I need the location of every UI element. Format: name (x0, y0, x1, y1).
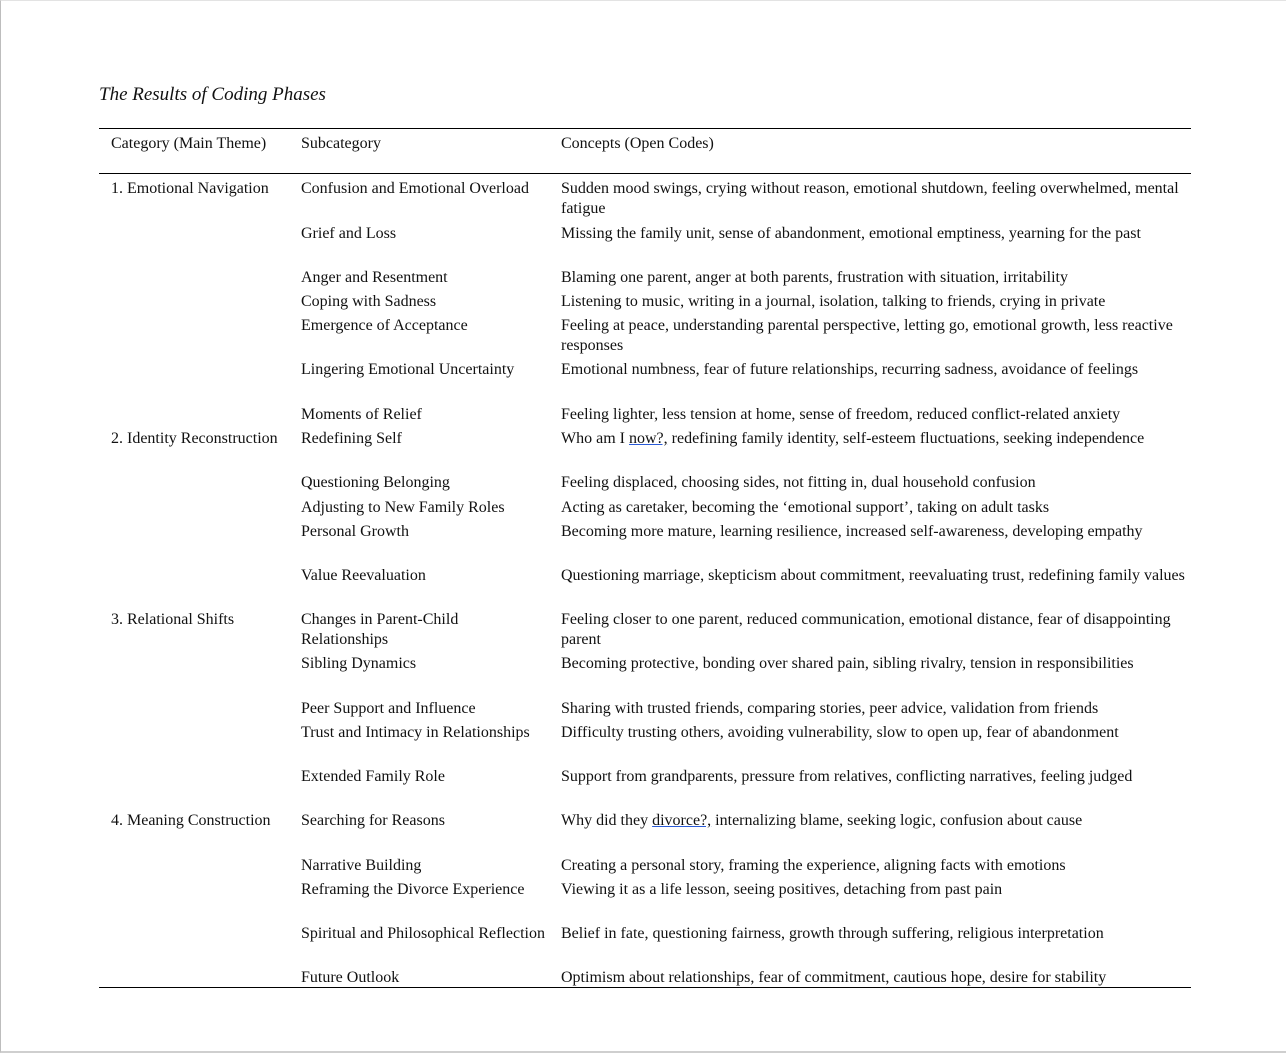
category-cell: 1. Emotional Navigation (111, 180, 269, 197)
category-cell: 3. Relational Shifts (111, 611, 235, 628)
subcategory-cell: Future Outlook (301, 969, 400, 986)
concepts-cell: Optimism about relationships, fear of commitment, cautious hope, desire for stability (561, 969, 1107, 986)
subcategory-cell: Searching for Reasons (301, 812, 445, 829)
subcategory-cell: Peer Support and Influence (301, 700, 476, 717)
concepts-cell: Feeling displaced, choosing sides, not fitting in, dual household confusion (561, 474, 1036, 491)
concepts-cell: Feeling lighter, less tension at home, sense of freedom, reduced conflict-related anxiety (561, 406, 1121, 423)
concepts-cell: Questioning marriage, skepticism about commitment, reevaluating trust, redefining family values (561, 567, 1185, 584)
concepts-prefix: Who am I (561, 430, 629, 447)
concepts-prefix: Why did they (561, 812, 653, 829)
header-category: Category (Main Theme) (111, 135, 267, 152)
subcategory-cell: Lingering Emotional Uncertainty (301, 361, 515, 378)
subcategory-cell: Coping with Sadness (301, 293, 437, 310)
subcategory-cell: Moments of Relief (301, 406, 422, 423)
subcategory-cell: Changes in Parent-Child Relationships (301, 611, 459, 648)
concepts-cell: Blaming one parent, anger at both parents, frustration with situation, irritability (561, 269, 1068, 286)
category-cell: 4. Meaning Construction (111, 812, 271, 829)
concepts-cell: Missing the family unit, sense of abandonment, emotional emptiness, yearning for the past (561, 225, 1141, 242)
subcategory-cell: Reframing the Divorce Experience (301, 881, 525, 898)
subcategory-cell: Personal Growth (301, 523, 409, 540)
subcategory-cell: Narrative Building (301, 857, 422, 874)
concepts-rest: internalizing blame, seeking logic, confusion about cause (711, 812, 1083, 829)
concepts-cell: Becoming more mature, learning resilience, increased self-awareness, developing empathy (561, 523, 1143, 540)
concepts-cell: Support from grandparents, pressure from relatives, conflicting narratives, feeling judged (561, 768, 1133, 785)
subcategory-cell: Value Reevaluation (301, 567, 426, 584)
subcategory-cell: Trust and Intimacy in Relationships (301, 724, 530, 741)
table-caption: The Results of Coding Phases (99, 84, 326, 105)
subcategory-cell: Spiritual and Philosophical Reflection (301, 925, 545, 942)
concepts-cell: Listening to music, writing in a journal, isolation, talking to friends, crying in private (561, 293, 1106, 310)
subcategory-cell: Extended Family Role (301, 768, 445, 785)
concepts-cell: Sudden mood swings, crying without reason, emotional shutdown, feeling overwhelmed, mental fatigue (561, 180, 1179, 217)
concepts-cell: Creating a personal story, framing the experience, aligning facts with emotions (561, 857, 1066, 874)
subcategory-cell: Emergence of Acceptance (301, 317, 468, 334)
concepts-cell: Feeling at peace, understanding parental perspective, letting go, emotional growth, less reactive responses (561, 317, 1173, 354)
concepts-cell: Difficulty trusting others, avoiding vulnerability, slow to open up, fear of abandonment (561, 724, 1119, 741)
subcategory-cell: Confusion and Emotional Overload (301, 180, 529, 197)
subcategory-cell: Sibling Dynamics (301, 655, 417, 672)
grammar-flag-underline[interactable]: now?, (628, 430, 668, 447)
concepts-cell: Acting as caretaker, becoming the ‘emotional support’, taking on adult tasks (561, 499, 1050, 516)
concepts-cell: Emotional numbness, fear of future relationships, recurring sadness, avoidance of feelings (561, 361, 1139, 378)
concepts-cell: Feeling closer to one parent, reduced communication, emotional distance, fear of disappointing parent (561, 611, 1171, 648)
concepts-cell: Viewing it as a life lesson, seeing positives, detaching from past pain (561, 881, 1003, 898)
category-cell: 2. Identity Reconstruction (111, 430, 278, 447)
grammar-flag-underline[interactable]: divorce?, (652, 812, 712, 829)
header-bottom-rule (99, 173, 1191, 174)
concepts-cell: Sharing with trusted friends, comparing stories, peer advice, validation from friends (561, 700, 1099, 717)
table-top-rule (99, 128, 1191, 129)
subcategory-cell: Adjusting to New Family Roles (301, 499, 505, 516)
concepts-cell: Belief in fate, questioning fairness, growth through suffering, religious interpretation (561, 925, 1104, 942)
subcategory-cell: Anger and Resentment (301, 269, 448, 286)
concepts-cell: Becoming protective, bonding over shared pain, sibling rivalry, tension in responsibilities (561, 655, 1134, 672)
concepts-cell (561, 811, 1186, 831)
subcategory-cell: Redefining Self (301, 430, 402, 447)
concepts-cell (561, 429, 1186, 449)
subcategory-cell: Questioning Belonging (301, 474, 450, 491)
subcategory-cell: Grief and Loss (301, 225, 397, 242)
header-subcategory: Subcategory (301, 135, 381, 152)
header-concepts: Concepts (Open Codes) (561, 135, 714, 152)
concepts-rest: redefining family identity, self-esteem fluctuations, seeking independence (667, 430, 1145, 447)
